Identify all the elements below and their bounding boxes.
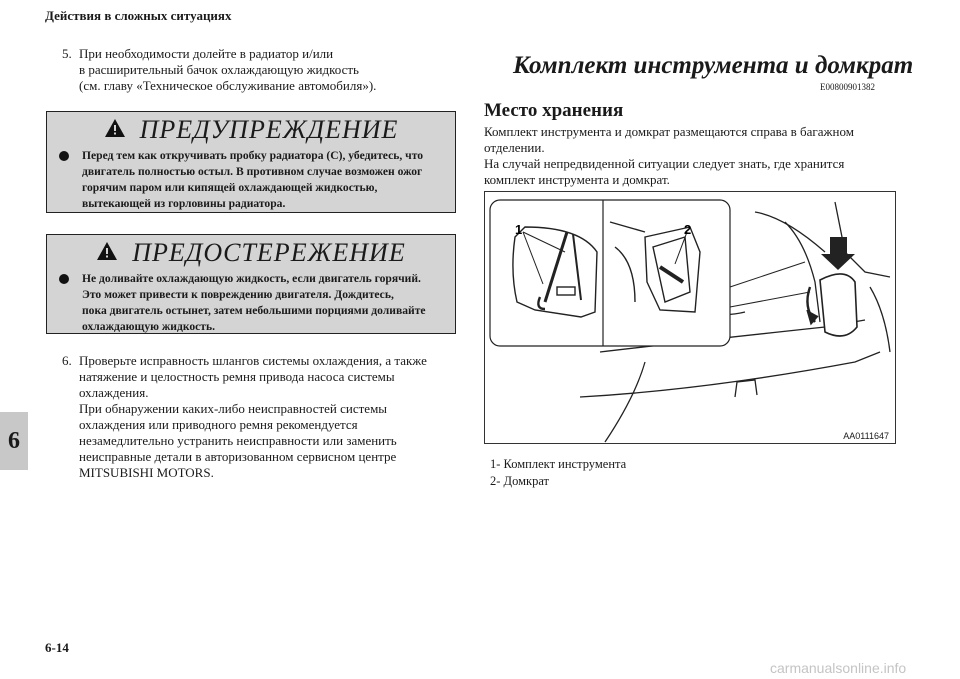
caution-line: охлаждающую жидкость.: [82, 320, 216, 333]
warning-title: ПРЕДУПРЕЖДЕНИЕ: [139, 115, 399, 144]
paragraph-line: Комплект инструмента и домкрат размещаются справа в багажном: [484, 124, 854, 139]
callout-2: 2: [684, 222, 692, 237]
chapter-tab: 6: [0, 412, 28, 470]
caution-triangle-icon: [96, 241, 118, 266]
step-6-line: незамедлительно устранить неисправности или заменить: [79, 433, 397, 448]
storage-paragraph: [484, 124, 894, 188]
step-6-line: При обнаружении каких-либо неисправностей системы: [79, 401, 388, 416]
figure-code: AA0111647: [843, 431, 889, 441]
caution-line: Это может привести к повреждению двигателя. Дождитесь,: [82, 288, 394, 301]
section-code: E00800901382: [820, 82, 875, 92]
caution-line: пока двигатель остынет, затем небольшими порциями доливайте: [82, 304, 426, 317]
caption-number: 1-: [490, 457, 501, 471]
caution-line: Не доливайте охлаждающую жидкость, если двигатель горячий.: [82, 272, 421, 285]
callout-1: 1: [515, 222, 523, 237]
caution-header: [47, 235, 455, 271]
step-5-line: При необходимости долейте в радиатор и/или: [79, 46, 334, 61]
step-6: [62, 353, 462, 481]
warning-triangle-icon: [104, 118, 126, 143]
trunk-drawing: [485, 192, 895, 443]
step-6-line: неисправные детали в авторизованном сервисном центре: [79, 449, 397, 464]
paragraph-line: На случай непредвиденной ситуации следует знать, где хранится: [484, 156, 845, 171]
step-5-number: 5.: [62, 46, 72, 61]
caption-number: 2-: [490, 474, 501, 488]
step-6-line: Проверьте исправность шлангов системы охлаждения, а также: [79, 353, 427, 368]
warning-line: горячим паром или кипящей охлаждающей жидкостью,: [82, 181, 378, 194]
warning-line: вытекающей из горловины радиатора.: [82, 197, 286, 210]
subsection-title: Место хранения: [484, 100, 624, 121]
running-header: Действия в сложных ситуациях: [45, 8, 232, 23]
caption-item: [490, 473, 626, 490]
step-6-number: 6.: [62, 353, 72, 368]
step-6-line: натяжение и целостность ремня привода насоса системы: [79, 369, 395, 384]
warning-box: [46, 111, 456, 213]
step-5-line: в расширительный бачок охлаждающую жидкость: [79, 62, 359, 77]
bullet-icon: [59, 151, 69, 161]
trunk-illustration: [484, 191, 896, 444]
warning-line: Перед тем как откручивать пробку радиатора (C), убедитесь, что: [82, 149, 424, 162]
caution-title: ПРЕДОСТЕРЕЖЕНИЕ: [132, 238, 406, 267]
bullet-icon: [59, 274, 69, 284]
page-number: 6-14: [45, 640, 69, 655]
section-title: Комплект инструмента и домкрат: [513, 52, 914, 79]
caption-text: Комплект инструмента: [503, 457, 627, 471]
step-6-line: охлаждения или приводного ремня рекомендуется: [79, 417, 358, 432]
step-5-line: (см. главу «Техническое обслуживание автомобиля»).: [79, 78, 377, 93]
paragraph-line: комплект инструмента и домкрат.: [484, 172, 670, 187]
figure-captions: [490, 456, 626, 490]
step-5: [62, 46, 462, 94]
step-6-line: охлаждения.: [79, 385, 149, 400]
caution-body: [47, 271, 455, 335]
watermark-text: carmanualsonline.info: [770, 660, 907, 676]
caution-box: [46, 234, 456, 334]
caption-text: Домкрат: [503, 474, 550, 488]
warning-body: [47, 148, 455, 212]
caption-item: [490, 456, 626, 473]
warning-line: двигатель полностью остыл. В противном случае возможен ожог: [82, 165, 423, 178]
step-6-line: MITSUBISHI MOTORS.: [79, 465, 214, 480]
warning-header: [47, 112, 455, 148]
paragraph-line: отделении.: [484, 140, 545, 155]
